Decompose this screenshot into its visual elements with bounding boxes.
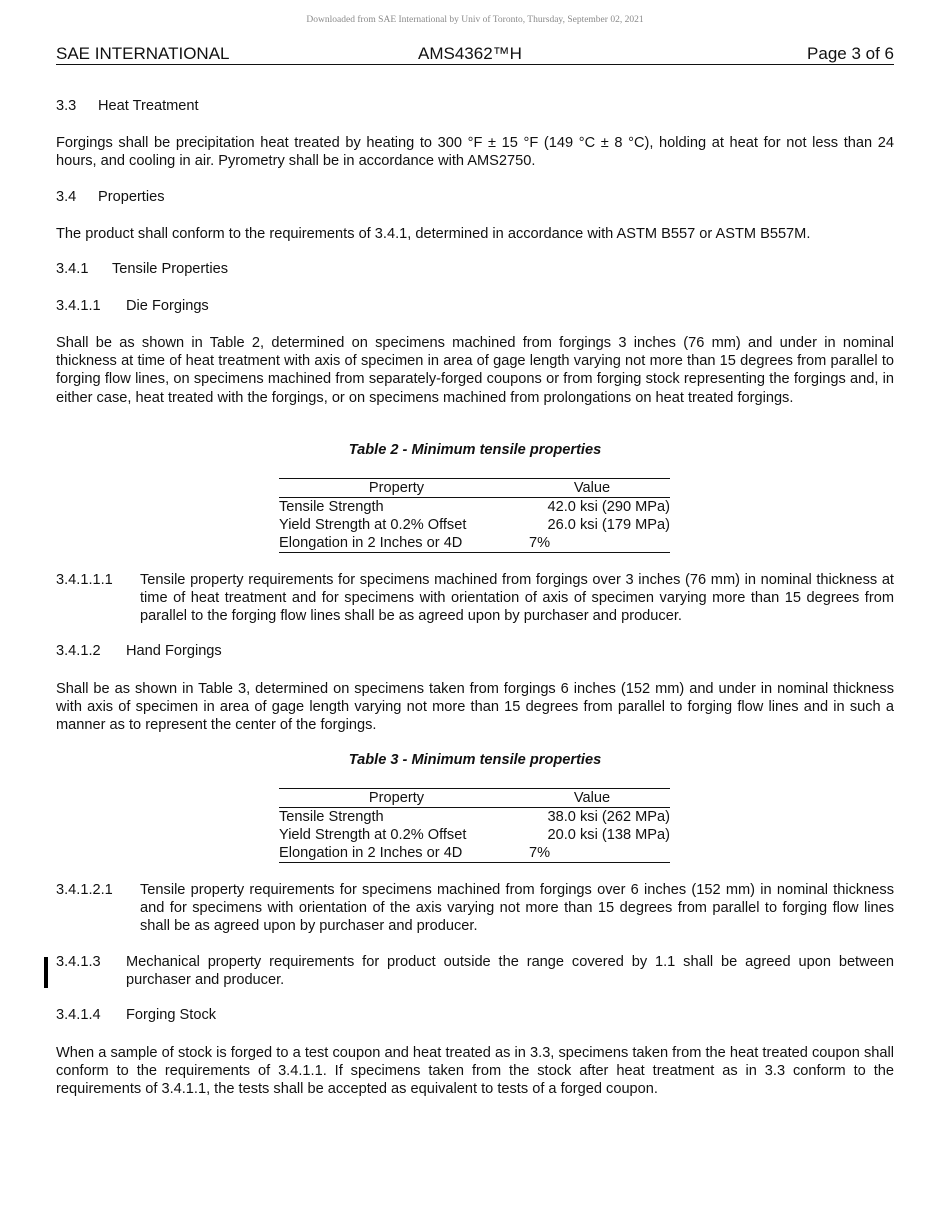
table-header-value: Value xyxy=(573,790,611,806)
section-title: Die Forgings xyxy=(126,298,209,314)
section-number: 3.4.1.1.1 xyxy=(56,572,113,588)
section-number: 3.4.1.3 xyxy=(56,954,101,970)
section-3-4-1-1-body: Shall be as shown in Table 2, determined on specimens machined from forgings 3 inches (76 mm) and under in nominal thickness at time of heat treatment with axis of specimen in area of gage length varying not more than 15 degrees from parallel to forging flow lines, on specimens machined from separately-forged coupons or from forging stock representing the forgings and, in either case, heat treated with the forgings, or on specimens machined from prolongations on heat treated forgings. xyxy=(56,335,894,406)
header-page-number: Page 3 of 6 xyxy=(807,44,894,63)
section-body: Tensile property requirements for specimens machined from forgings over 3 inches (76 mm) in nominal thickness at time of heat treatment and for specimens with orientation of axis of specimen varying more than 15 degrees from parallel to the forging flow lines shall be as agreed upon by purchaser and producer. xyxy=(140,572,894,625)
section-number: 3.3 xyxy=(56,98,77,114)
section-title: Heat Treatment xyxy=(98,98,199,114)
table-row xyxy=(279,498,670,517)
table-cell-value: 38.0 ksi (262 MPa) xyxy=(547,809,670,825)
table-cell-property: Yield Strength at 0.2% Offset xyxy=(279,517,467,533)
page-header xyxy=(56,44,894,65)
section-3-4-1-2-body: Shall be as shown in Table 3, determined on specimens taken from forgings 6 inches (152 mm) and under in nominal thickness with axis of specimen in area of gage length varying not more than 15 degrees from parallel to forging flow lines and in such a manner as to represent the center of the forgings. xyxy=(56,681,894,734)
revision-change-bar xyxy=(44,957,48,988)
section-3-4-1-1-1 xyxy=(56,571,894,626)
table-row xyxy=(279,826,670,844)
section-title: Properties xyxy=(98,189,165,205)
section-number: 3.4.1.2 xyxy=(56,643,101,659)
header-org: SAE INTERNATIONAL xyxy=(56,44,230,63)
section-3-4-1-heading xyxy=(56,261,228,277)
section-number: 3.4.1.4 xyxy=(56,1007,101,1023)
section-3-3-body: Forgings shall be precipitation heat treated by heating to 300 °F ± 15 °F (149 °C ± 8 °C), holding at heat for not less than 24 hours, and cooling in air. Pyrometry shall be in accordance with AMS2750. xyxy=(56,135,894,170)
table-header-value: Value xyxy=(573,480,611,496)
section-3-4-heading xyxy=(56,189,165,205)
section-3-4-1-1-heading xyxy=(56,298,209,314)
section-title: Tensile Properties xyxy=(112,261,228,277)
section-number: 3.4.1.1 xyxy=(56,298,101,314)
section-3-4-1-4-heading xyxy=(56,1007,216,1023)
section-number: 3.4 xyxy=(56,189,77,205)
table-header-property: Property xyxy=(368,790,425,806)
section-3-3-heading xyxy=(56,98,199,114)
table-cell-value: 20.0 ksi (138 MPa) xyxy=(547,827,670,843)
section-3-4-1-2-heading xyxy=(56,643,222,659)
table-3 xyxy=(279,788,670,863)
table-cell-value: 42.0 ksi (290 MPa) xyxy=(547,499,670,515)
table-row xyxy=(279,808,670,827)
section-3-4-body: The product shall conform to the requirements of 3.4.1, determined in accordance with ASTM B557 or ASTM B557M. xyxy=(56,226,811,242)
table-cell-property: Elongation in 2 Inches or 4D xyxy=(279,535,463,551)
download-notice: Downloaded from SAE International by Univ of Toronto, Thursday, September 02, 2021 xyxy=(306,15,644,25)
table-header-property: Property xyxy=(368,480,425,496)
section-body: Tensile property requirements for specimens machined from forgings over 6 inches (152 mm) in nominal thickness and for specimens with orientation of the axis varying not more than 15 degrees from parallel to forging flow lines shall be as agreed upon by purchaser and producer. xyxy=(140,882,894,935)
table-cell-property: Elongation in 2 Inches or 4D xyxy=(279,845,463,861)
header-doc-id: AMS4362™H xyxy=(418,44,522,63)
section-3-4-1-3 xyxy=(56,953,894,989)
table-row xyxy=(279,844,670,863)
table-cell-value: 7% xyxy=(529,535,551,551)
table-3-caption: Table 3 - Minimum tensile properties xyxy=(348,752,602,768)
section-title: Hand Forgings xyxy=(126,643,222,659)
section-3-4-1-2-1 xyxy=(56,881,894,936)
section-title: Forging Stock xyxy=(126,1007,217,1023)
table-2-caption: Table 2 - Minimum tensile properties xyxy=(348,442,602,458)
table-header-row xyxy=(279,479,670,498)
table-row xyxy=(279,534,670,553)
section-number: 3.4.1 xyxy=(56,261,89,277)
table-2 xyxy=(279,478,670,553)
section-body: Mechanical property requirements for product outside the range covered by 1.1 shall be agreed upon between purchaser and producer. xyxy=(126,954,894,989)
table-cell-property: Yield Strength at 0.2% Offset xyxy=(279,827,467,843)
table-cell-value: 7% xyxy=(529,845,551,861)
section-3-4-1-4-body: When a sample of stock is forged to a test coupon and heat treated as in 3.3, specimens taken from the heat treated coupon shall conform to the requirements of 3.4.1.1. If specimens taken from the stock after heat treatment as in 3.3 conform to the requirements of 3.4.1.1, the tests shall be accepted as equivalent to tests of a forged coupon. xyxy=(56,1045,894,1098)
section-number: 3.4.1.2.1 xyxy=(56,882,113,898)
table-header-row xyxy=(279,789,670,808)
table-row xyxy=(279,516,670,534)
table-cell-value: 26.0 ksi (179 MPa) xyxy=(547,517,670,533)
table-cell-property: Tensile Strength xyxy=(279,809,384,825)
table-cell-property: Tensile Strength xyxy=(279,499,384,515)
